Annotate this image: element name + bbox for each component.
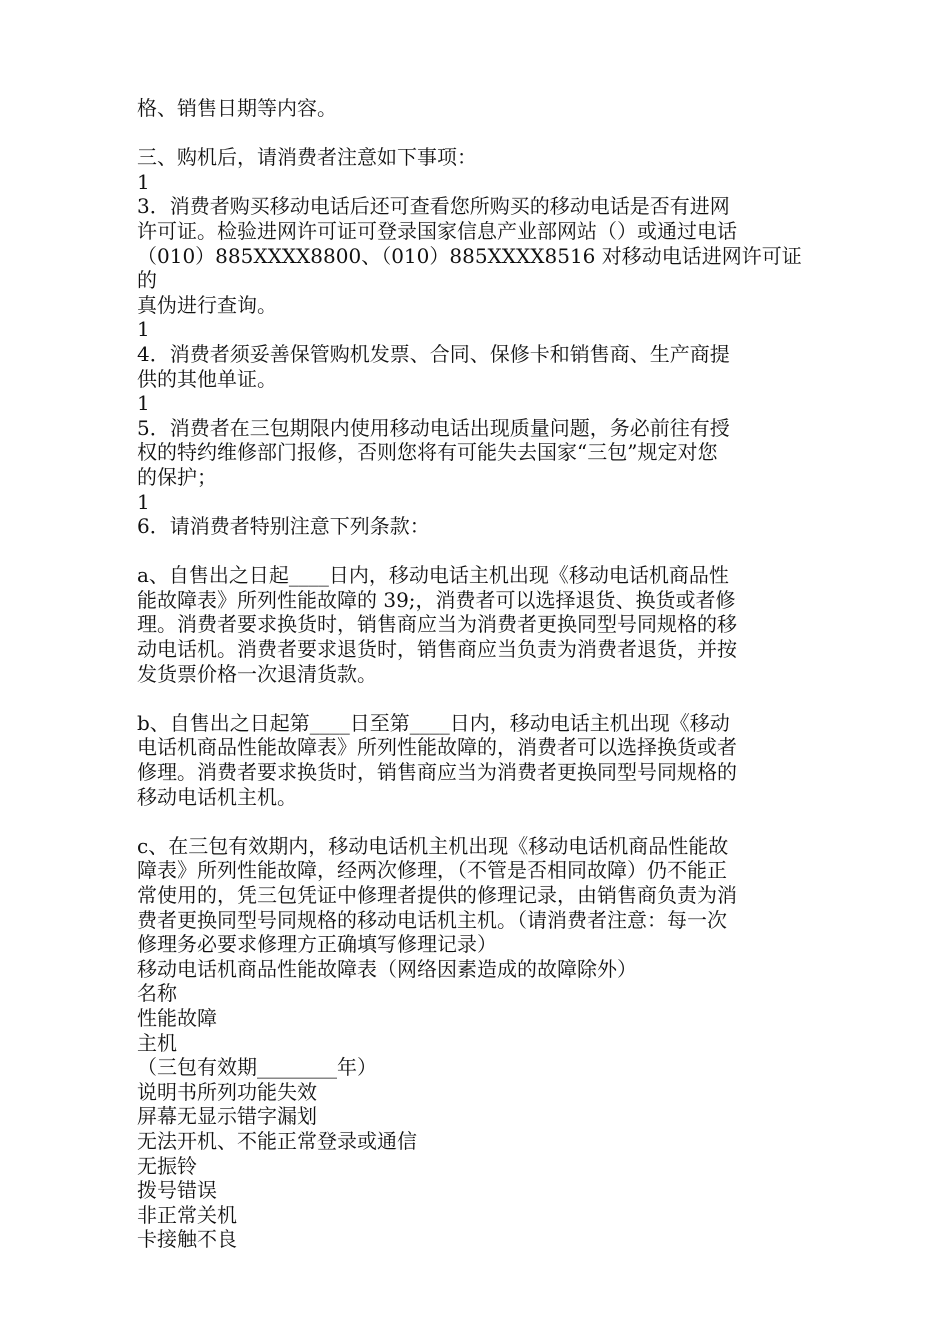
text-line: 动电话机。消费者要求退货时，销售商应当负责为消费者退货，并按: [137, 637, 737, 662]
text-line: 名称: [137, 981, 177, 1006]
blank-line: [137, 809, 817, 834]
text-line: 真伪进行查询。: [137, 292, 277, 317]
text-line: 非正常关机: [137, 1202, 237, 1227]
text-line: a、自售出之日起____日内，移动电话主机出现《移动电话机商品性: [137, 563, 729, 588]
text-line: 许可证。检验进网许可证可登录国家信息产业部网站（）或通过电话: [137, 218, 737, 243]
text-line: （010）885XXXX8800、（010）885XXXX8516 对移动电话进网许可证的: [137, 243, 802, 293]
text-line: 说明书所列功能失效: [137, 1079, 317, 1104]
document-page: [137, 96, 817, 1252]
text-line: 的保护；: [137, 464, 217, 489]
text-line: 1: [137, 169, 150, 194]
text-line: 1: [137, 489, 150, 514]
text-line: 电话机商品性能故障表》所列性能故障的，消费者可以选择换货或者: [137, 735, 737, 760]
text-line: 格、销售日期等内容。: [137, 96, 337, 120]
blank-line: [137, 121, 817, 146]
text-line: 常使用的，凭三包凭证中修理者提供的修理记录，由销售商负责为消: [137, 883, 737, 907]
text-line: 障表》所列性能故障，经两次修理，（不管是否相同故障）仍不能正: [137, 858, 727, 883]
text-line: 1: [137, 317, 150, 342]
text-line: 主机: [137, 1030, 177, 1055]
text-line: 4．消费者须妥善保管购机发票、合同、保修卡和销售商、生产商提: [137, 341, 730, 366]
text-line: 1: [137, 391, 150, 416]
text-line: 移动电话机主机。: [137, 784, 297, 809]
text-line: 理。消费者要求换货时，销售商应当为消费者更换同型号同规格的移: [137, 612, 737, 637]
text-line: 费者更换同型号同规格的移动电话机主机。（请消费者注意：每一次: [137, 907, 727, 932]
text-line: b、自售出之日起第____日至第____日内，移动电话主机出现《移动: [137, 710, 730, 735]
text-line: 性能故障: [137, 1005, 217, 1030]
text-line: c、在三包有效期内，移动电话机主机出现《移动电话机商品性能故: [137, 833, 729, 858]
text-line: 供的其他单证。: [137, 366, 277, 391]
text-line: 权的特约维修部门报修，否则您将有可能失去国家“三包”规定对您: [137, 440, 718, 465]
text-line: 移动电话机商品性能故障表（网络因素造成的故障除外）: [137, 956, 637, 981]
blank-line: [137, 686, 817, 711]
text-line: 修理。消费者要求换货时，销售商应当为消费者更换同型号同规格的: [137, 760, 737, 785]
text-line: 无法开机、不能正常登录或通信: [137, 1128, 417, 1153]
blank-line: [137, 539, 817, 564]
text-line: 3．消费者购买移动电话后还可查看您所购买的移动电话是否有进网: [137, 194, 730, 219]
text-line: （三包有效期________年）: [137, 1055, 377, 1080]
text-line: 拨号错误: [137, 1178, 217, 1203]
text-line: 卡接触不良: [137, 1227, 237, 1252]
text-line: 发货票价格一次退清货款。: [137, 661, 377, 686]
text-line: 6．请消费者特别注意下列条款：: [137, 514, 430, 539]
text-line: 能故障表》所列性能故障的 39;，消费者可以选择退货、换货或者修: [137, 587, 736, 612]
text-line: 无振铃: [137, 1153, 197, 1178]
text-line: 修理务必要求修理方正确填写修理记录）: [137, 932, 497, 957]
text-line: 屏幕无显示错字漏划: [137, 1104, 317, 1129]
text-line: 5．消费者在三包期限内使用移动电话出现质量问题，务必前往有授: [137, 415, 730, 440]
text-line: 三、购机后，请消费者注意如下事项：: [137, 145, 477, 170]
